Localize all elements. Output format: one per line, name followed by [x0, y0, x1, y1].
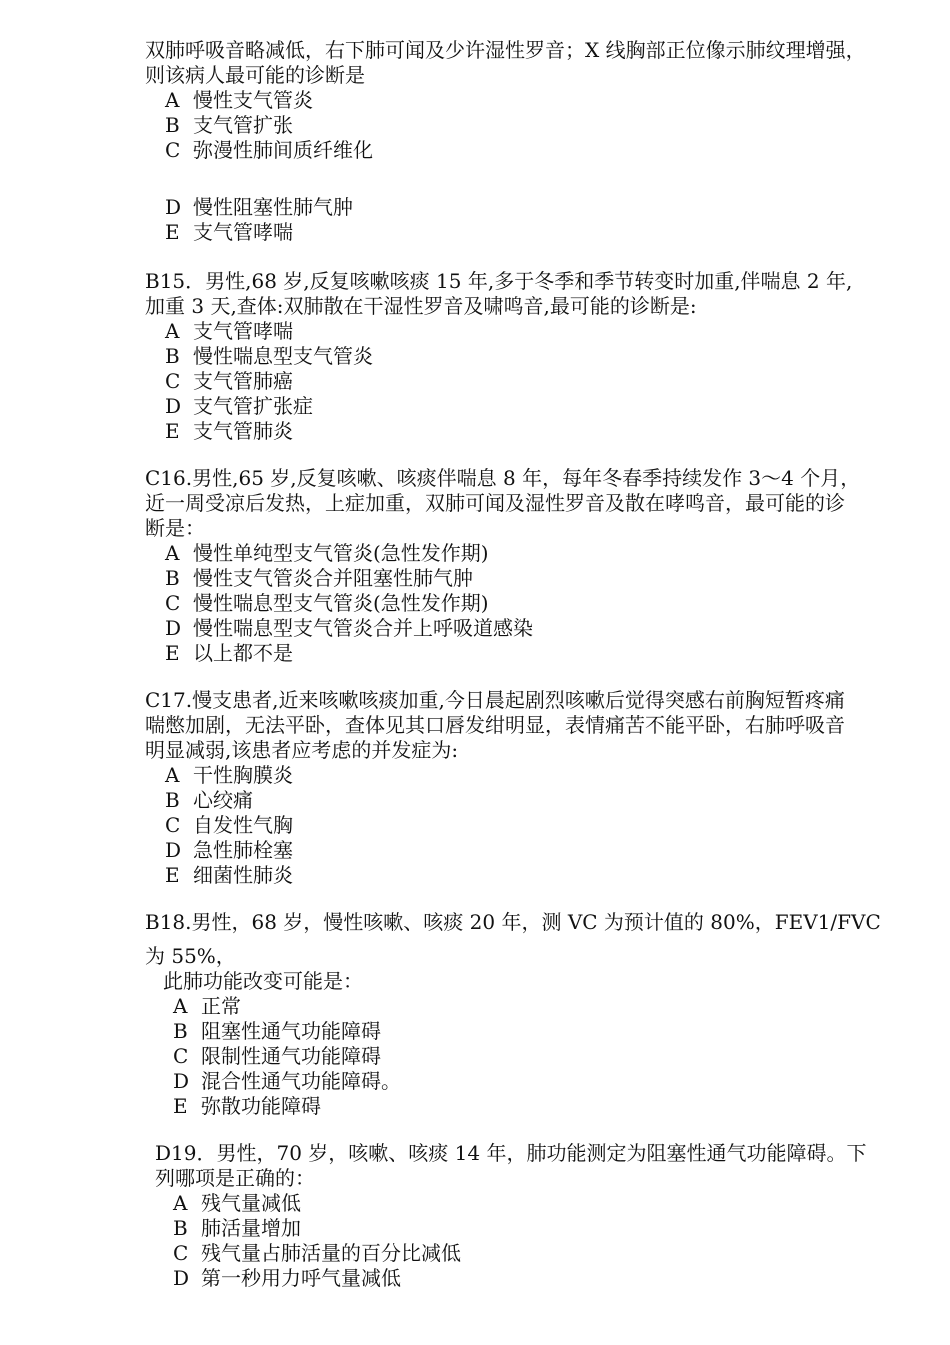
option-b: B 阻塞性通气功能障碍 — [173, 1019, 381, 1043]
option-b: B 慢性喘息型支气管炎 — [165, 344, 373, 368]
option-c: C 自发性气胸 — [165, 813, 293, 837]
question-text-line: 断是： — [145, 516, 205, 540]
question-text-line: 近一周受凉后发热，上症加重，双肺可闻及湿性罗音及散在哮鸣音，最可能的诊 — [145, 491, 845, 515]
option-d: D 慢性阻塞性肺气肿 — [165, 195, 353, 219]
question-text-line: 明显减弱,该患者应考虑的并发症为: — [145, 738, 459, 762]
option-b: B 心绞痛 — [165, 788, 253, 812]
option-e: E 支气管哮喘 — [165, 220, 293, 244]
question-text-line: C16.男性,65 岁,反复咳嗽、咳痰伴喘息 8 年，每年冬春季持续发作 3～4 个月， — [145, 466, 861, 490]
option-e: E 弥散功能障碍 — [173, 1094, 321, 1118]
question-18 — [145, 910, 945, 1119]
question-text-line: 为 55%， — [145, 944, 236, 968]
option-c: C 支气管肺癌 — [165, 369, 293, 393]
option-c: C 慢性喘息型支气管炎(急性发作期) — [165, 591, 489, 615]
question-16 — [145, 466, 945, 666]
question-text-line: D19．男性，70 岁，咳嗽、咳痰 14 年，肺功能测定为阻塞性通气功能障碍。下 — [155, 1141, 867, 1165]
option-e: E 细菌性肺炎 — [165, 863, 293, 887]
option-c: C 弥漫性肺间质纤维化 — [165, 138, 373, 162]
question-text-line: 列哪项是正确的： — [155, 1166, 315, 1190]
question-text-line: C17.慢支患者,近来咳嗽咳痰加重,今日晨起剧烈咳嗽后觉得突感右前胸短暂疼痛 — [145, 688, 845, 712]
question-17 — [145, 688, 945, 888]
option-d: D 急性肺栓塞 — [165, 838, 293, 862]
question-14 — [145, 38, 945, 245]
question-text-line: 则该病人最可能的诊断是 — [145, 63, 365, 87]
question-prompt: 此肺功能改变可能是： — [163, 969, 363, 993]
option-d: D 第一秒用力呼气量减低 — [173, 1266, 401, 1290]
question-text-line: 加重 3 天,查体:双肺散在干湿性罗音及啸鸣音,最可能的诊断是: — [145, 294, 697, 318]
option-a: A 干性胸膜炎 — [165, 763, 293, 787]
question-text-line: B15．男性,68 岁,反复咳嗽咳痰 15 年,多于冬季和季节转变时加重,伴喘息 2 年, — [145, 269, 853, 293]
option-c: C 限制性通气功能障碍 — [173, 1044, 381, 1068]
option-a: A 支气管哮喘 — [165, 319, 293, 343]
option-b: B 肺活量增加 — [173, 1216, 301, 1240]
option-e: E 以上都不是 — [165, 641, 293, 665]
option-a: A 残气量减低 — [173, 1191, 301, 1215]
question-text-line: B18.男性，68 岁，慢性咳嗽、咳痰 20 年，测 VC 为预计值的 80%，FEV1/FVC — [145, 910, 881, 934]
question-text-line: 喘憋加剧，无法平卧，查体见其口唇发绀明显，表情痛苦不能平卧，右肺呼吸音 — [145, 713, 845, 737]
question-15 — [145, 269, 945, 444]
question-19 — [145, 1141, 945, 1291]
option-a: A 慢性单纯型支气管炎(急性发作期) — [165, 541, 489, 565]
option-e: E 支气管肺炎 — [165, 419, 293, 443]
option-b: B 支气管扩张 — [165, 113, 293, 137]
question-text-line: 双肺呼吸音略减低，右下肺可闻及少许湿性罗音；X 线胸部正位像示肺纹理增强， — [145, 38, 866, 62]
option-a: A 慢性支气管炎 — [165, 88, 313, 112]
option-d: D 混合性通气功能障碍。 — [173, 1069, 401, 1093]
document-page — [145, 38, 945, 1291]
option-b: B 慢性支气管炎合并阻塞性肺气肿 — [165, 566, 473, 590]
option-d: D 慢性喘息型支气管炎合并上呼吸道感染 — [165, 616, 533, 640]
option-a: A 正常 — [173, 994, 241, 1018]
option-d: D 支气管扩张症 — [165, 394, 313, 418]
option-c: C 残气量占肺活量的百分比减低 — [173, 1241, 461, 1265]
